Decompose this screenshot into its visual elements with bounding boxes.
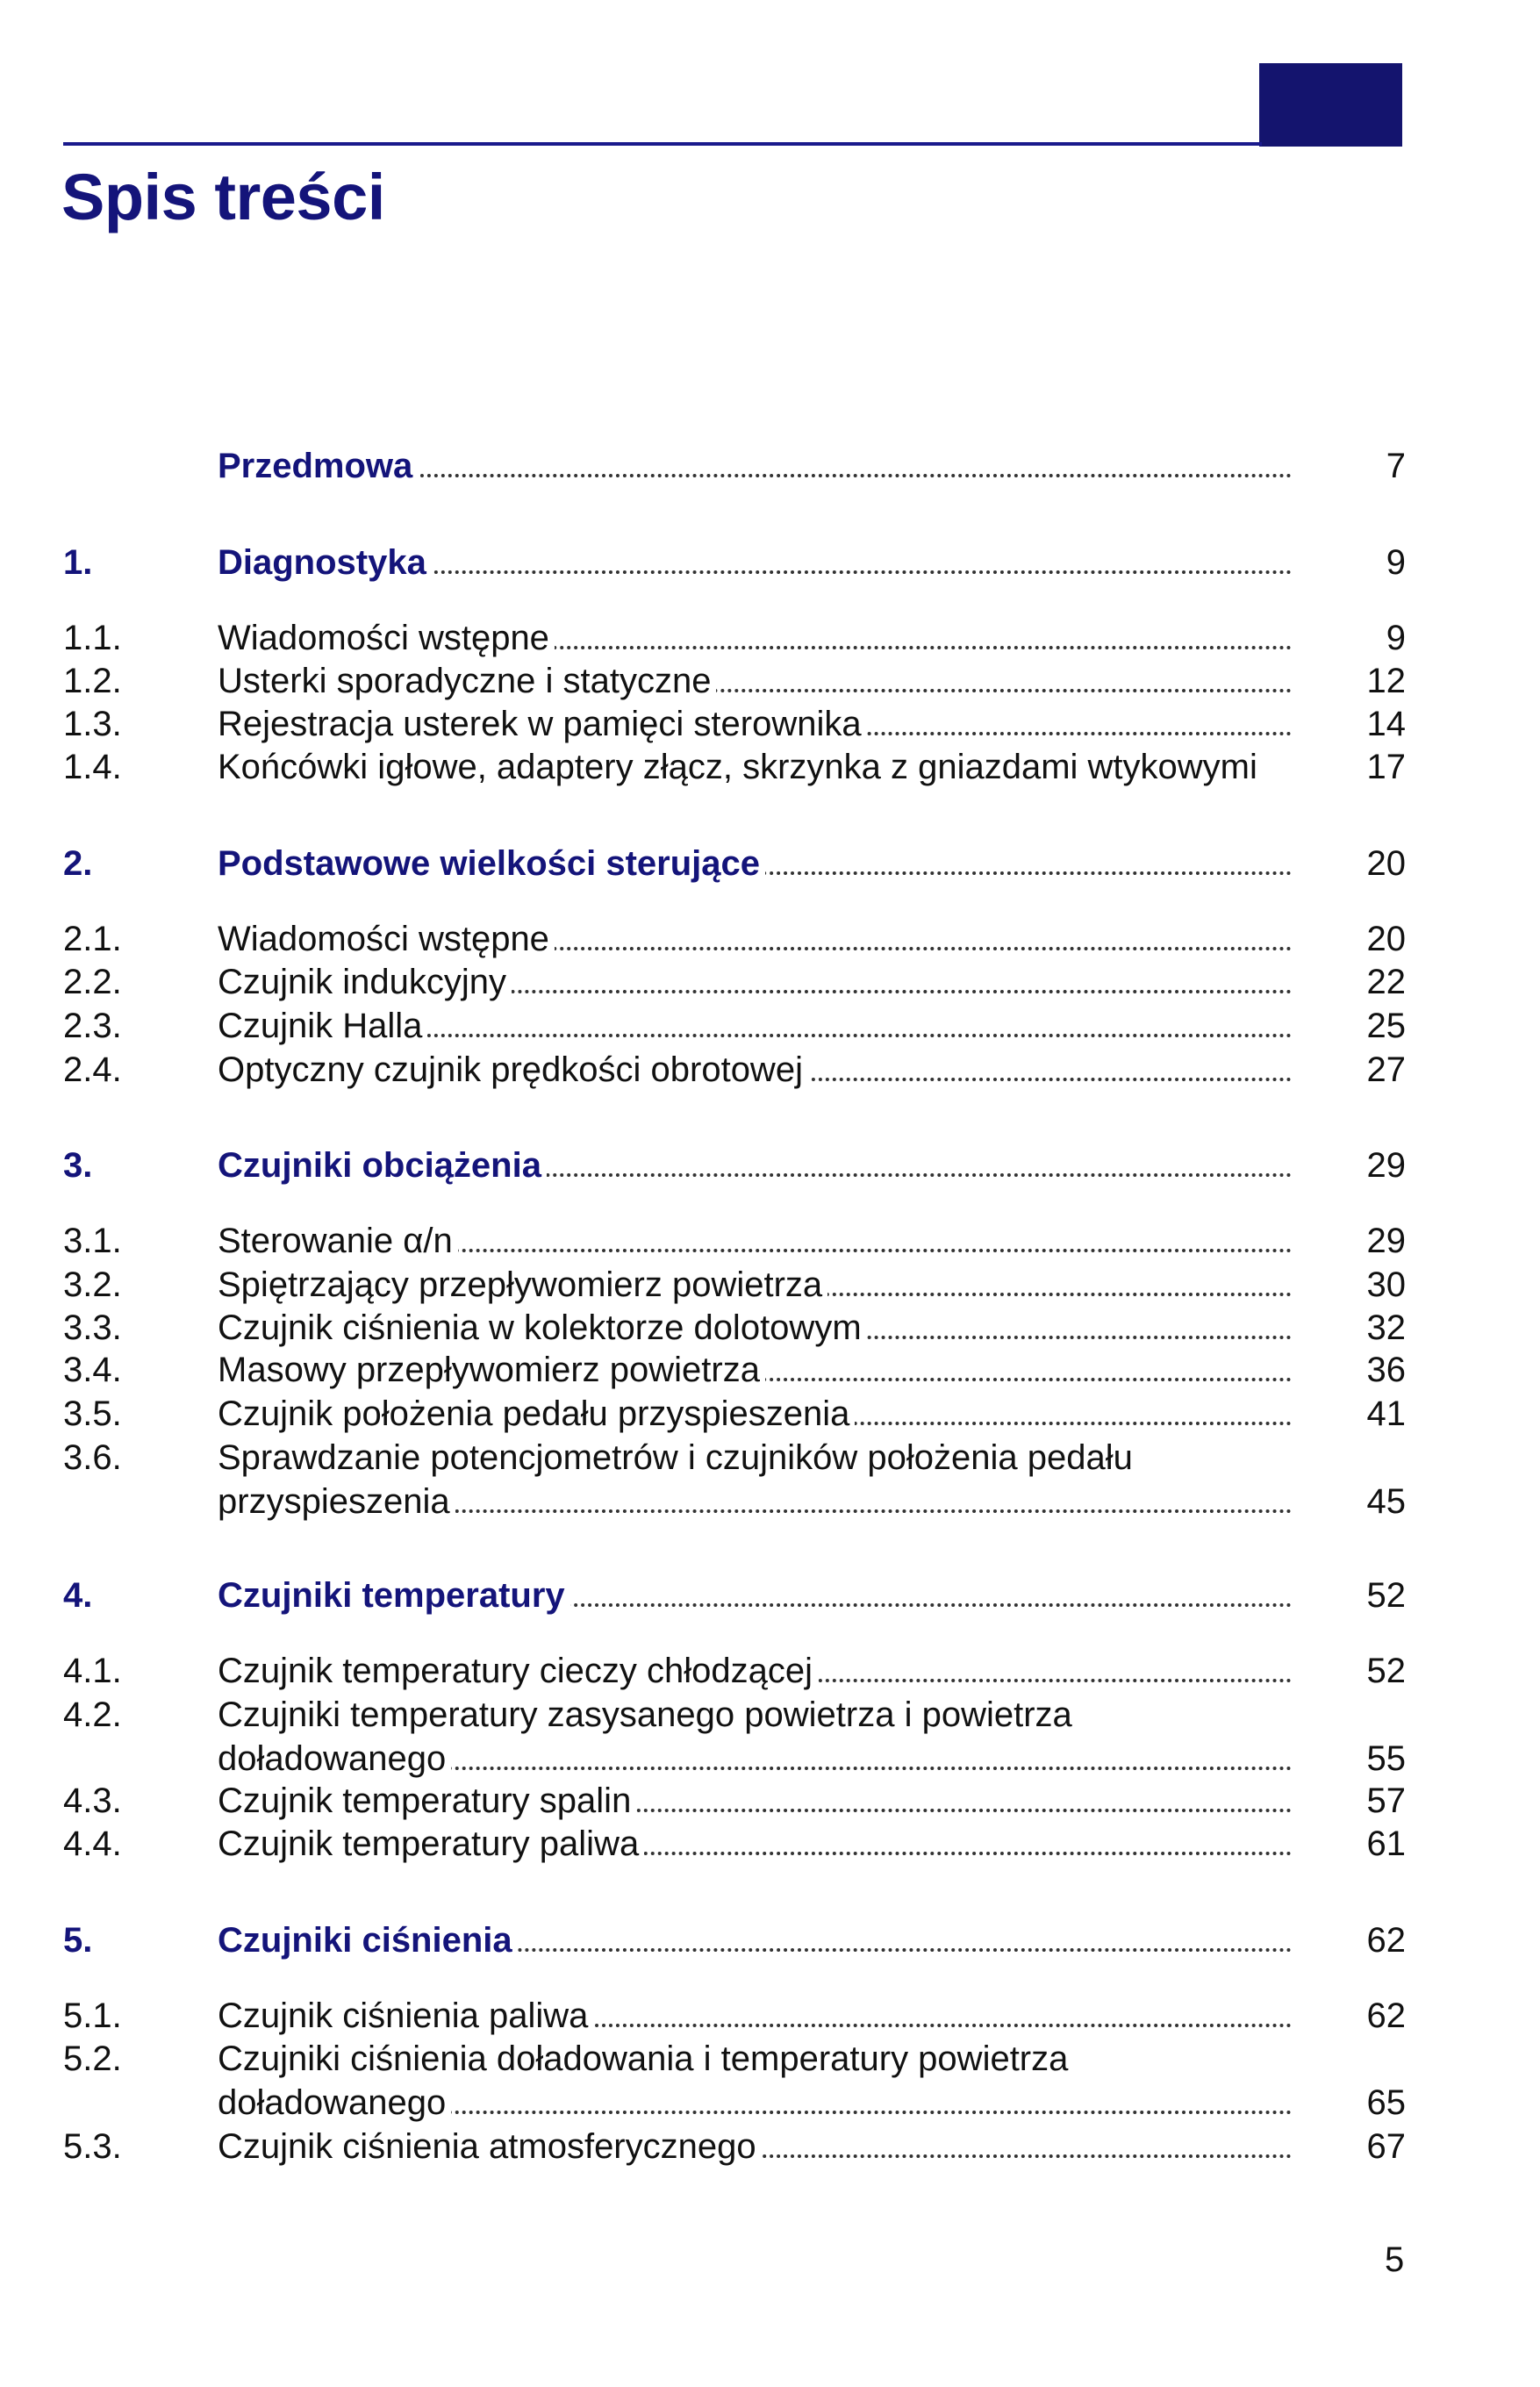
- toc-chapter-entry[interactable]: [63, 1143, 1406, 1187]
- toc-entry-number: 3.5.: [63, 1394, 122, 1433]
- toc-entry-title: Czujnik indukcyjny: [218, 963, 512, 1001]
- toc-chapter-entry[interactable]: [63, 444, 1406, 488]
- toc-entry-page: 41: [1366, 1394, 1406, 1433]
- toc-entry-number: 3.4.: [63, 1351, 122, 1389]
- toc-entry-number: 2.1.: [63, 920, 122, 958]
- toc-section-entry[interactable]: [63, 1994, 1406, 2038]
- toc-entry-title: Czujnik temperatury paliwa: [218, 1824, 644, 1863]
- toc-section-entry[interactable]: [63, 745, 1406, 789]
- toc-entry-page: 17: [1366, 748, 1406, 786]
- toc-entry-number: 5.1.: [63, 1996, 122, 2035]
- toc-chapter-entry[interactable]: [63, 842, 1406, 885]
- toc-entry-title-wrap: [218, 1649, 1292, 1693]
- toc-entry-title: Masowy przepływomierz powietrza: [218, 1351, 765, 1389]
- toc-section-entry[interactable]: [63, 1348, 1406, 1392]
- toc-entry-number: 4.3.: [63, 1781, 122, 1820]
- toc-entry-title-wrap: [218, 1348, 1292, 1392]
- toc-entry-page: 9: [1386, 543, 1406, 582]
- toc-section-entry[interactable]: [63, 1306, 1406, 1350]
- page-number: 5: [1385, 2240, 1405, 2279]
- toc-entry-title: Czujnik Halla: [218, 1007, 427, 1045]
- toc-section-entry[interactable]: [63, 1436, 1406, 1480]
- toc-entry-title: doładowanego: [218, 1739, 451, 1778]
- toc-entry-number: 1.: [63, 543, 93, 582]
- toc-entry-number: 1.2.: [63, 662, 122, 700]
- toc-entry-page: 65: [1366, 2083, 1406, 2122]
- toc-entry-title: Wiadomości wstępne: [218, 920, 555, 958]
- toc-entry-number: 3.: [63, 1146, 93, 1185]
- toc-entry-title-wrap: [218, 1263, 1292, 1307]
- toc-entry-title-wrap: [218, 1048, 1292, 1092]
- toc-entry-title-wrap: [218, 1392, 1292, 1436]
- toc-section-entry[interactable]: [63, 702, 1406, 746]
- toc-entry-title: Czujnik temperatury cieczy chłodzącej: [218, 1652, 818, 1690]
- toc-entry-title: Czujnik położenia pedału przyspieszenia: [218, 1394, 855, 1433]
- toc-section-entry[interactable]: [63, 917, 1406, 961]
- toc-entry-title: Przedmowa: [218, 447, 418, 485]
- toc-entry-number: 3.6.: [63, 1438, 122, 1477]
- toc-entry-title: Czujniki temperatury zasysanego powietrza i powietrza: [218, 1695, 1078, 1734]
- toc-section-entry[interactable]: [63, 1649, 1406, 1693]
- toc-entry-page: 30: [1366, 1265, 1406, 1304]
- toc-entry-title: Czujniki ciśnienia: [218, 1921, 518, 1960]
- toc-entry-number: 1.3.: [63, 705, 122, 743]
- toc-entry-title: Czujnik ciśnienia w kolektorze dolotowym: [218, 1308, 867, 1347]
- toc-entry-title: Sprawdzanie potencjometrów i czujników położenia pedału: [218, 1438, 1138, 1477]
- toc-entry-title: Sterowanie α/n: [218, 1222, 458, 1260]
- toc-entry-title: Rejestracja usterek w pamięci sterownika: [218, 705, 867, 743]
- toc-section-entry[interactable]: [63, 2037, 1406, 2081]
- toc-entry-title: Usterki sporadyczne i statyczne: [218, 662, 716, 700]
- toc-entry-title: Wiadomości wstępne: [218, 619, 555, 657]
- toc-entry-number: 3.3.: [63, 1308, 122, 1347]
- toc-entry-title-wrap: [218, 1737, 1292, 1781]
- toc-entry-number: 5.: [63, 1921, 93, 1960]
- toc-section-entry[interactable]: [63, 616, 1406, 660]
- header-rule: [63, 142, 1262, 146]
- toc-entry-title-wrap: [218, 616, 1292, 660]
- toc-entry-page: 32: [1366, 1308, 1406, 1347]
- toc-entry-title-wrap: [218, 1779, 1292, 1823]
- toc-section-entry[interactable]: [63, 1480, 1406, 1523]
- toc-section-entry[interactable]: [63, 1392, 1406, 1436]
- toc-entry-number: 4.: [63, 1576, 93, 1615]
- toc-entry-title: Podstawowe wielkości sterujące: [218, 844, 765, 883]
- toc-entry-title: Optyczny czujnik prędkości obrotowej: [218, 1050, 808, 1089]
- toc-entry-title-wrap: [218, 745, 1292, 789]
- toc-section-entry[interactable]: [63, 1737, 1406, 1781]
- toc-entry-page: 20: [1366, 920, 1406, 958]
- toc-section-entry[interactable]: [63, 960, 1406, 1004]
- toc-entry-number: 5.2.: [63, 2039, 122, 2078]
- toc-entry-page: 14: [1366, 705, 1406, 743]
- toc-entry-number: 3.2.: [63, 1265, 122, 1304]
- toc-entry-number: 4.2.: [63, 1695, 122, 1734]
- toc-section-entry[interactable]: [63, 1263, 1406, 1307]
- toc-entry-title: Czujniki ciśnienia doładowania i temperatury powietrza: [218, 2039, 1073, 2078]
- toc-entry-page: 20: [1366, 844, 1406, 883]
- toc-entry-title-wrap: [218, 702, 1292, 746]
- toc-entry-number: 2.: [63, 844, 93, 883]
- toc-entry-title: Czujnik ciśnienia paliwa: [218, 1996, 593, 2035]
- toc-entry-page: 52: [1366, 1576, 1406, 1615]
- toc-entry-page: 12: [1366, 662, 1406, 700]
- toc-section-entry[interactable]: [63, 1004, 1406, 1048]
- toc-entry-title: Czujnik temperatury spalin: [218, 1781, 636, 1820]
- toc-entry-title-wrap: [218, 1693, 1292, 1737]
- toc-entry-page: 52: [1366, 1652, 1406, 1690]
- toc-entry-number: 5.3.: [63, 2127, 122, 2166]
- toc-entry-page: 45: [1366, 1482, 1406, 1521]
- toc-entry-title: Czujniki obciążenia: [218, 1146, 547, 1185]
- toc-entry-title-wrap: [218, 1822, 1292, 1866]
- toc-section-entry[interactable]: [63, 2125, 1406, 2168]
- toc-chapter-entry[interactable]: [63, 1918, 1406, 1962]
- toc-entry-title-wrap: [218, 1143, 1292, 1187]
- toc-entry-page: 67: [1366, 2127, 1406, 2166]
- toc-entry-title-wrap: [218, 1918, 1292, 1962]
- toc-entry-number: 4.4.: [63, 1824, 122, 1863]
- toc-entry-title: Końcówki igłowe, adaptery złącz, skrzynka z gniazdami wtykowymi: [218, 748, 1263, 786]
- toc-entry-title-wrap: [218, 2081, 1292, 2125]
- toc-entry-title-wrap: [218, 1573, 1292, 1617]
- toc-entry-page: 55: [1366, 1739, 1406, 1778]
- toc-section-entry[interactable]: [63, 1693, 1406, 1737]
- toc-entry-number: 1.1.: [63, 619, 122, 657]
- toc-entry-title-wrap: [218, 2037, 1292, 2081]
- toc-entry-title-wrap: [218, 917, 1292, 961]
- toc-chapter-entry[interactable]: [63, 1573, 1406, 1617]
- toc-section-entry[interactable]: [63, 1779, 1406, 1823]
- toc-entry-title-wrap: [218, 2125, 1292, 2168]
- toc-entry-number: 1.4.: [63, 748, 122, 786]
- toc-entry-page: 7: [1386, 447, 1406, 485]
- toc-entry-page: 27: [1366, 1050, 1406, 1089]
- toc-entry-page: 36: [1366, 1351, 1406, 1389]
- toc-entry-page: 25: [1366, 1007, 1406, 1045]
- toc-entry-title-wrap: [218, 659, 1292, 703]
- toc-entry-page: 9: [1386, 619, 1406, 657]
- toc-entry-page: 29: [1366, 1222, 1406, 1260]
- toc-section-entry[interactable]: [63, 1219, 1406, 1263]
- page-title: Spis treści: [61, 161, 385, 233]
- toc-entry-title-wrap: [218, 960, 1292, 1004]
- toc-entry-title-wrap: [218, 541, 1292, 584]
- toc-entry-title-wrap: [218, 1480, 1292, 1523]
- toc-entry-page: 61: [1366, 1824, 1406, 1863]
- toc-entry-page: 57: [1366, 1781, 1406, 1820]
- toc-entry-title-wrap: [218, 842, 1292, 885]
- toc-entry-title: przyspieszenia: [218, 1482, 455, 1521]
- toc-entry-number: 2.3.: [63, 1007, 122, 1045]
- toc-entry-number: 4.1.: [63, 1652, 122, 1690]
- toc-entry-title-wrap: [218, 1306, 1292, 1350]
- toc-entry-title-wrap: [218, 1994, 1292, 2038]
- toc-entry-number: 3.1.: [63, 1222, 122, 1260]
- toc-chapter-entry[interactable]: [63, 541, 1406, 584]
- toc-section-entry[interactable]: [63, 1048, 1406, 1092]
- toc-entry-title: Diagnostyka: [218, 543, 432, 582]
- toc-entry-title-wrap: [218, 1436, 1292, 1480]
- toc-section-entry[interactable]: [63, 2081, 1406, 2125]
- toc-entry-title-wrap: [218, 1004, 1292, 1048]
- toc-section-entry[interactable]: [63, 1822, 1406, 1866]
- toc-entry-title: Czujniki temperatury: [218, 1576, 570, 1615]
- toc-entry-title-wrap: [218, 444, 1292, 488]
- toc-entry-number: 2.2.: [63, 963, 122, 1001]
- toc-section-entry[interactable]: [63, 659, 1406, 703]
- toc-entry-title: doładowanego: [218, 2083, 451, 2122]
- toc-entry-title-wrap: [218, 1219, 1292, 1263]
- toc-entry-number: 2.4.: [63, 1050, 122, 1089]
- toc-entry-page: 29: [1366, 1146, 1406, 1185]
- toc-entry-title: Spiętrzający przepływomierz powietrza: [218, 1265, 827, 1304]
- toc-entry-page: 62: [1366, 1996, 1406, 2035]
- toc-entry-title: Czujnik ciśnienia atmosferycznego: [218, 2127, 762, 2166]
- toc-entry-page: 22: [1366, 963, 1406, 1001]
- header-corner-block: [1259, 63, 1402, 147]
- toc-entry-page: 62: [1366, 1921, 1406, 1960]
